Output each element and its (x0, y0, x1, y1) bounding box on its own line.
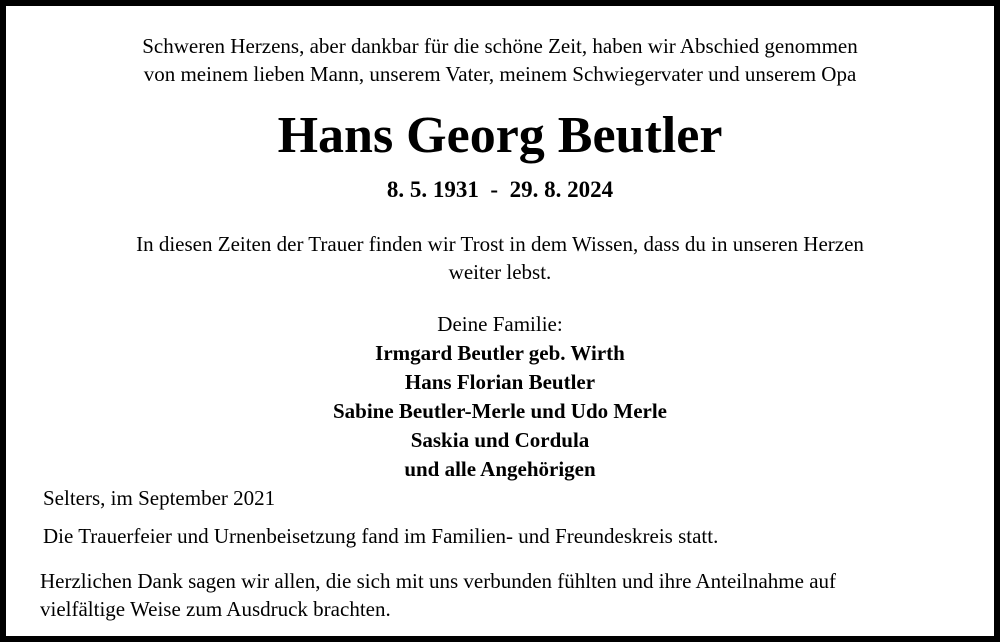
family-label: Deine Familie: (437, 312, 563, 336)
life-dates: 8. 5. 1931 - 29. 8. 2024 (386, 177, 614, 202)
family-member: und alle Angehörigen (404, 457, 596, 481)
ceremony-note: Die Trauerfeier und Urnenbeisetzung fand im Familien- und Freundeskreis statt. (43, 524, 719, 548)
place-and-date: Selters, im September 2021 (43, 486, 276, 510)
thanks-line-1: Herzlichen Dank sagen wir allen, die sich mit uns verbunden fühlten und ihre Anteilnahme auf (40, 569, 837, 593)
family-member: Saskia und Cordula (410, 428, 590, 452)
intro-text-line-1: Schweren Herzens, aber dankbar für die schöne Zeit, haben wir Abschied genommen (142, 34, 858, 58)
family-member: Sabine Beutler-Merle und Udo Merle (332, 399, 667, 423)
intro-text-line-2: von meinem lieben Mann, unserem Vater, meinem Schwiegervater und unserem Opa (143, 62, 857, 86)
family-member: Hans Florian Beutler (404, 370, 596, 394)
thanks-line-2: vielfältige Weise zum Ausdruck brachten. (40, 597, 391, 621)
quote-line-1: In diesen Zeiten der Trauer finden wir Trost in dem Wissen, dass du in unseren Herzen (136, 232, 864, 256)
deceased-name: Hans Georg Beutler (277, 107, 723, 164)
family-member: Irmgard Beutler geb. Wirth (375, 341, 625, 365)
quote-line-2: weiter lebst. (448, 260, 552, 284)
